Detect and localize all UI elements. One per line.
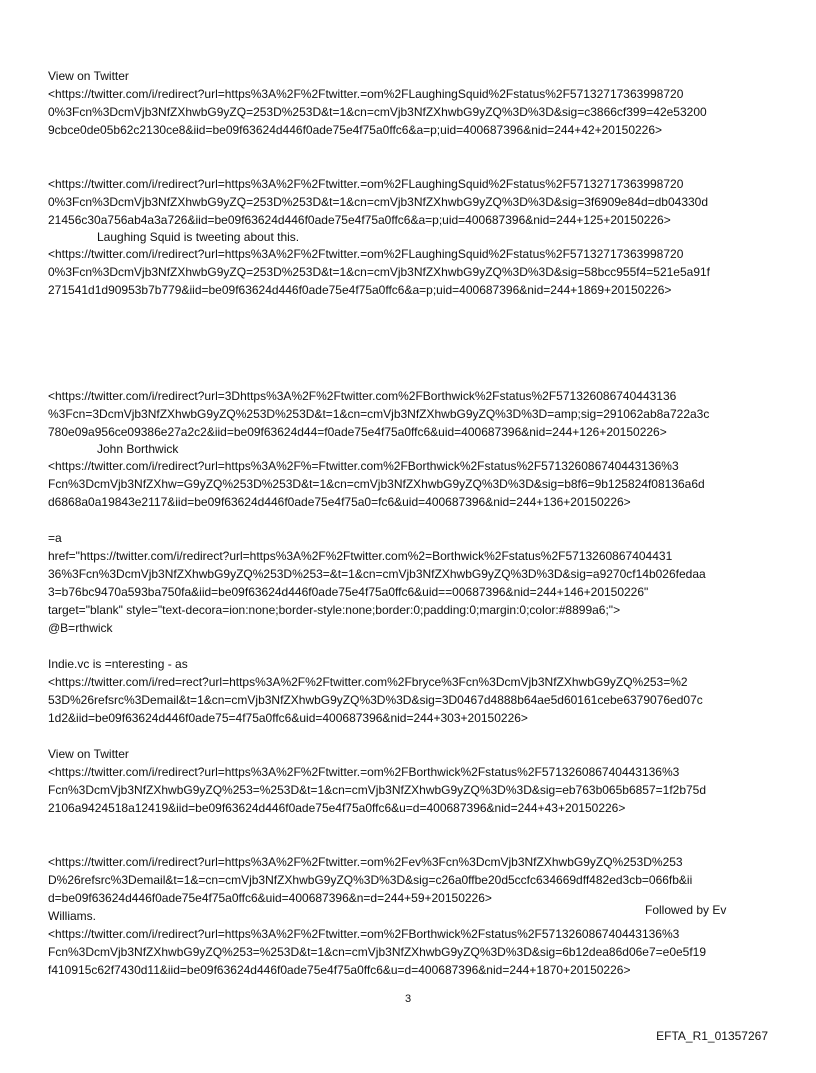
redirect-url-line: <https://twitter.com/i/redirect?url=https%3A%2F%2Ftwitter.=om%2FBorthwick%2Fstatus%2F571326086740443136%3 [48,765,680,779]
redirect-url-line: <https://twitter.com/i/redirect?url=https%3A%2F%2Ftwitter.=om%2Fev%3Fcn%3DcmVjb3NfZXhwbG9yZQ%253D%253 [48,855,683,869]
redirect-url-line: 9cbce0de05b62c2130ce8&iid=be09f63624d446f0ade75e4f75a0ffc6&a=p;uid=400687396&nid=244+42+20150226> [48,123,663,137]
redirect-url-line: <https://twitter.com/i/redirect?url=3Dhttps%3A%2F%2Ftwitter.com%2FBorthwick%2Fstatus%2F571326086740443136 [48,389,677,403]
redirect-url-line: Fcn%3DcmVjb3NfZXhw=G9yZQ%253D%253D&t=1&cn=cmVjb3NfZXhwbG9yZQ%3D%3D&sig=b8f6=9b125824f08136a6d [48,477,705,491]
redirect-url-line: 271541d1d90953b7b779&iid=be09f63624d446f0ade75e4f75a0ffc6&a=p;uid=400687396&nid=244+1869+20150226> [48,283,672,297]
followed-by-text: Williams. [48,909,96,923]
html-fragment-line: 3=b76bc9470a593ba750fa&iid=be09f63624d446f0ade75e4f75a0ffc6&uid==00687396&nid=244+146+20150226" [48,585,649,599]
redirect-url-line: <https://twitter.com/i/redirect?url=https%3A%2F%2Ftwitter.=om%2FLaughingSquid%2Fstatus%2F57132717363998720 [48,247,684,261]
redirect-url-line: %3Fcn=3DcmVjb3NfZXhwbG9yZQ%253D%253D&t=1&cn=cmVjb3NfZXhwbG9yZQ%3D%3D=amp;sig=291062ab8a722a3c [48,407,710,421]
redirect-url-line: D%26refsrc%3Demail&t=1&=cn=cmVjb3NfZXhwbG9yZQ%3D%3D&sig=c26a0ffbe20d5ccfc634669dff482ed3cb=066fb&ii [48,873,693,887]
handle-text: @B=rthwick [48,621,113,635]
page-number: 3 [404,993,412,1005]
redirect-url-line: 0%3Fcn%3DcmVjb3NfZXhwbG9yZQ=253D%253D&t=1&cn=cmVjb3NfZXhwbG9yZQ%3D%3D&sig=58bcc955f4=521e5a91f [48,265,711,279]
bates-number: EFTA_R1_01357267 [656,1029,768,1043]
redirect-url-line: 780e09a956ce09386e27a2c2&iid=be09f63624d44=f0ade75e4f75a0ffc6&uid=400687396&nid=244+126+20150226> [48,425,667,439]
redirect-url-line: <https://twitter.com/i/redirect?url=https%3A%2F%2Ftwitter.=om%2FBorthwick%2Fstatus%2F571326086740443136%3 [48,927,680,941]
tweeting-about-label: Laughing Squid is tweeting about this. [97,230,300,244]
redirect-url-line: 53D%26refsrc%3Demail&t=1&cn=cmVjb3NfZXhwbG9yZQ%3D%3D&sig=3D0467d4888b64ae5d60161cebe6379076ed07c [48,693,703,707]
redirect-url-line: Fcn%3DcmVjb3NfZXhwbG9yZQ%253=%253D&t=1&cn=cmVjb3NfZXhwbG9yZQ%3D%3D&sig=eb763b065b6857=1f2b75d [48,783,707,797]
html-fragment-line: =a [48,531,62,545]
redirect-url-line: 1d2&iid=be09f63624d446f0ade75=4f75a0ffc6&uid=400687396&nid=244+303+20150226> [48,711,528,725]
tweet-text: Indie.vc is =nteresting - as [48,657,188,671]
html-fragment-line: target="blank" style="text-decora=ion:none;border-style:none;border:0;padding:0;margin:0;color:#8899a6;"> [48,603,621,617]
html-fragment-line: href="https://twitter.com/i/redirect?url=https%3A%2F%2Ftwitter.com%2=Borthwick%2Fstatus%2F5713260867404431 [48,549,673,563]
view-on-twitter-label: View on Twitter [48,69,129,83]
view-on-twitter-label: View on Twitter [48,747,129,761]
redirect-url-line: f410915c62f7430d11&iid=be09f63624d446f0ade75e4f75a0ffc6&u=d=400687396&nid=244+1870+20150226> [48,963,631,977]
followed-by-text: Followed by Ev [645,903,727,917]
redirect-url-line: d6868a0a19843e2117&iid=be09f63624d446f0ade75e4f75a0=fc6&uid=400687396&nid=244+136+20150226> [48,495,631,509]
redirect-url-line: 2106a9424518a12419&iid=be09f63624d446f0ade75e4f75a0ffc6&u=d=400687396&nid=244+43+20150226> [48,801,626,815]
redirect-url-line: 0%3Fcn%3DcmVjb3NfZXhwbG9yZQ=253D%253D&t=1&cn=cmVjb3NfZXhwbG9yZQ%3D%3D&sig=3f6909e84d=db04330d [48,195,709,209]
redirect-url-line: Fcn%3DcmVjb3NfZXhwbG9yZQ%253=%253D&t=1&cn=cmVjb3NfZXhwbG9yZQ%3D%3D&sig=6b12dea86d06e7=e0e5f19 [48,945,707,959]
redirect-url-line: 0%3Fcn%3DcmVjb3NfZXhwbG9yZQ=253D%253D&t=1&cn=cmVjb3NfZXhwbG9yZQ%3D%3D&sig=c3866cf399=42e53200 [48,105,707,119]
redirect-url-line: 21456c30a756ab4a3a726&iid=be09f63624d446f0ade75e4f75a0ffc6&a=p;uid=400687396&nid=244+125+20150226> [48,213,671,227]
redirect-url-line: <https://twitter.com/i/red=rect?url=https%3A%2F%2Ftwitter.com%2Fbryce%3Fcn%3DcmVjb3NfZXhwbG9yZQ%253=%2 [48,675,688,689]
redirect-url-line: <https://twitter.com/i/redirect?url=https%3A%2F%=Ftwitter.com%2FBorthwick%2Fstatus%2F571326086740443136%3 [48,459,679,473]
redirect-url-line: <https://twitter.com/i/redirect?url=https%3A%2F%2Ftwitter.=om%2FLaughingSquid%2Fstatus%2F57132717363998720 [48,177,684,191]
redirect-url-line: <https://twitter.com/i/redirect?url=https%3A%2F%2Ftwitter.=om%2FLaughingSquid%2Fstatus%2F57132717363998720 [48,87,684,101]
redirect-url-line: d=be09f63624d446f0ade75e4f75a0ffc6&uid=400687396&n=d=244+59+20150226> [48,891,492,905]
html-fragment-line: 36%3Fcn%3DcmVjb3NfZXhwbG9yZQ%253D%253=&t=1&cn=cmVjb3NfZXhwbG9yZQ%3D%3D&sig=a9270cf14b026fedaa [48,567,706,581]
author-name: John Borthwick [97,442,179,456]
